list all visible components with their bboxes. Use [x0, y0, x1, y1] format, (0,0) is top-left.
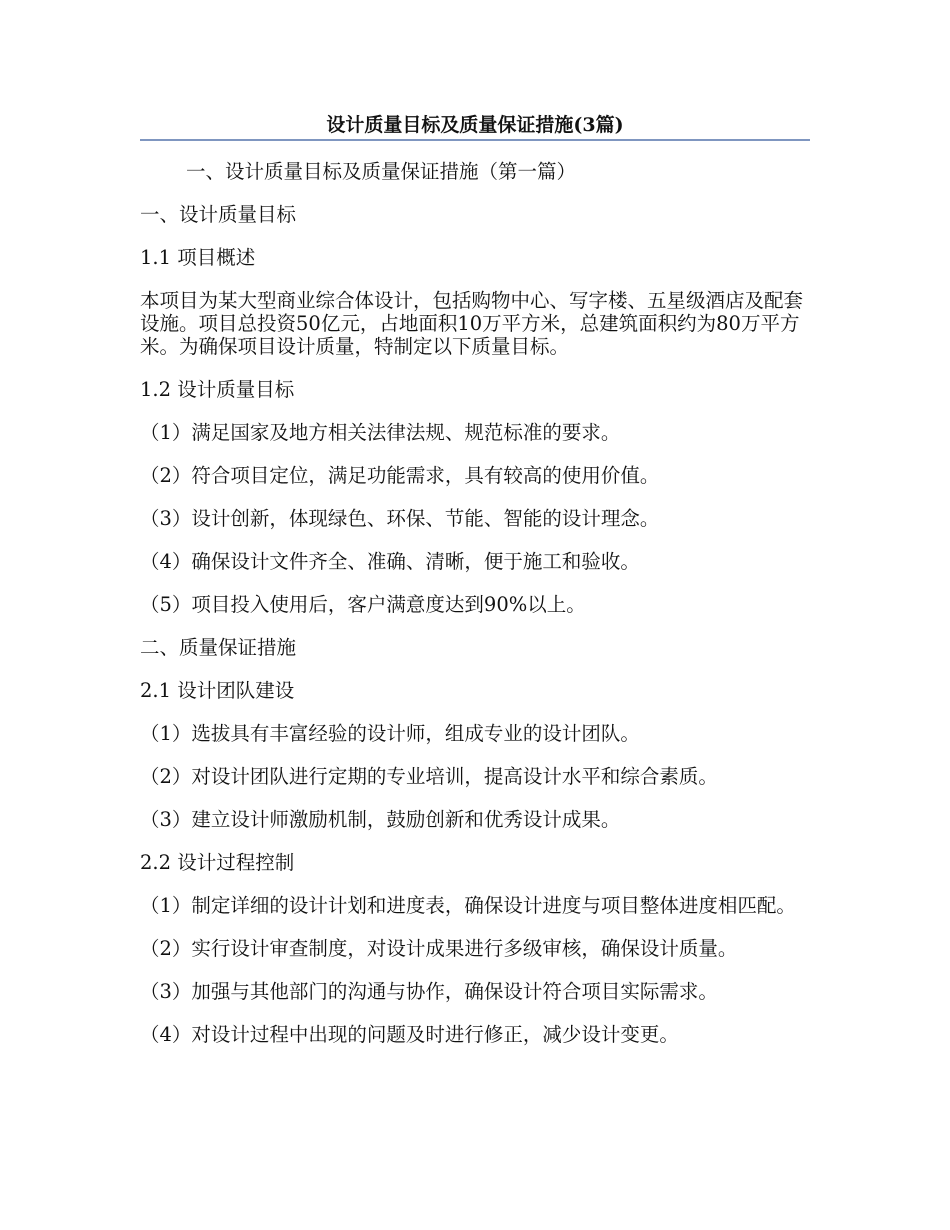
list-item: （1）选拔具有丰富经验的设计师，组成专业的设计团队。 — [140, 722, 640, 745]
list-item: （2）符合项目定位，满足功能需求，具有较高的使用价值。 — [140, 464, 660, 487]
list-item: （5）项目投入使用后，客户满意度达到90%以上。 — [140, 593, 586, 616]
part-heading: 一、设计质量目标及质量保证措施（第一篇） — [186, 160, 577, 183]
list-item: （4）对设计过程中出现的问题及时进行修正，减少设计变更。 — [140, 1023, 679, 1046]
subsection-heading: 1.1 项目概述 — [140, 246, 256, 269]
subsection-heading: 1.2 设计质量目标 — [140, 378, 295, 401]
subsection-heading: 2.2 设计过程控制 — [140, 851, 295, 874]
document-title: 设计质量目标及质量保证措施(3篇) — [326, 114, 624, 136]
list-item: （3）加强与其他部门的沟通与协作，确保设计符合项目实际需求。 — [140, 980, 718, 1003]
list-item: （2）实行设计审查制度，对设计成果进行多级审核，确保设计质量。 — [140, 937, 738, 960]
list-item: （2）对设计团队进行定期的专业培训，提高设计水平和综合素质。 — [140, 765, 718, 788]
body-paragraph: 本项目为某大型商业综合体设计，包括购物中心、写字楼、五星级酒店及配套设施。项目总投资50亿元，占地面积10万平方米，总建筑面积约为80万平方米。为确保项目设计质量，特制定以下质量目标。 — [140, 289, 804, 358]
list-item: （1）满足国家及地方相关法律法规、规范标准的要求。 — [140, 421, 621, 444]
list-item: （4）确保设计文件齐全、准确、清晰，便于施工和验收。 — [140, 550, 640, 573]
list-item: （3）设计创新，体现绿色、环保、节能、智能的设计理念。 — [140, 507, 660, 530]
list-item: （1）制定详细的设计计划和进度表，确保设计进度与项目整体进度相匹配。 — [140, 894, 796, 917]
section-heading: 一、设计质量目标 — [140, 203, 297, 226]
document-body — [140, 160, 810, 1066]
title-divider — [140, 139, 810, 141]
subsection-heading: 2.1 设计团队建设 — [140, 679, 295, 702]
list-item: （3）建立设计师激励机制，鼓励创新和优秀设计成果。 — [140, 808, 621, 831]
section-heading: 二、质量保证措施 — [140, 636, 297, 659]
